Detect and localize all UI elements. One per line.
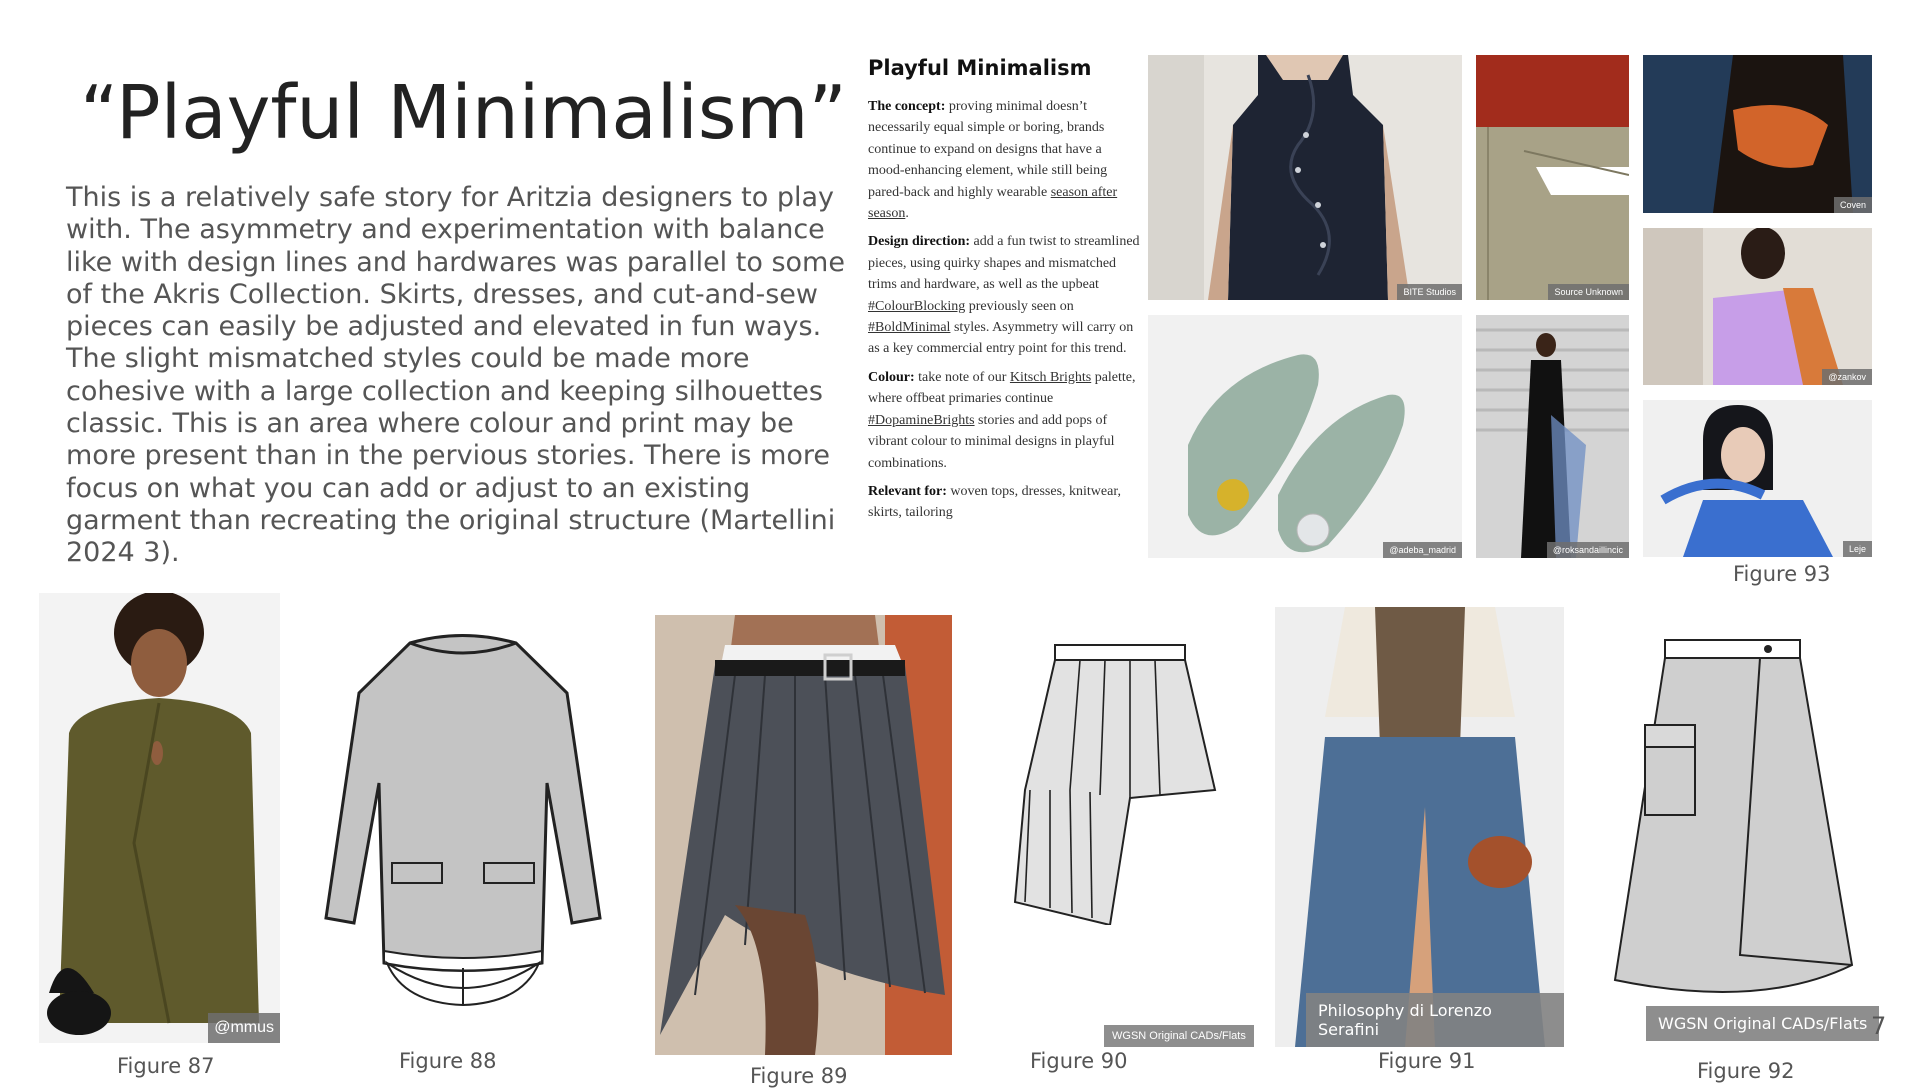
photo-credit: @adeba_madrid (1383, 542, 1462, 558)
black-dress-illustration (1476, 315, 1629, 558)
body-line: garment than recreating the original structure (Martellini (66, 504, 836, 536)
figure-88-caption: Figure 88 (399, 1049, 497, 1073)
panel-title: Playful Minimalism (868, 56, 1092, 80)
lilac-top-illustration (1643, 228, 1872, 385)
colour-text: stories and add pops of vibrant colour to minimal designs in playful combinations. (868, 412, 1115, 471)
grey-skirt-illustration (655, 615, 952, 1055)
slide-title: “Playful Minimalism” (80, 70, 847, 156)
kitsch-brights-link[interactable]: Kitsch Brights (1009, 369, 1092, 385)
body-line: classic. This is an area where colour and print may be (66, 408, 794, 440)
orange-top-illustration (1643, 55, 1872, 213)
photo-credit: Source Unknown (1548, 284, 1629, 300)
relevant-label: Relevant for: (868, 483, 947, 499)
khaki-pocket-illustration (1476, 55, 1629, 300)
figure-87-caption: Figure 87 (117, 1054, 215, 1078)
cad-wrap-skirt-flat (1610, 635, 1855, 1015)
body-line: 2024 3). (66, 537, 180, 569)
photo-credit: @mmus (208, 1013, 280, 1043)
body-line: with. The asymmetry and experimentation with balance (66, 214, 825, 246)
photo-coven (1643, 55, 1872, 213)
direction-label: Design direction: (868, 234, 971, 250)
panel-text (868, 96, 1140, 531)
cad-dress-flat (322, 633, 604, 1008)
relevant-text: woven tops, dresses, knitwear, skirts, tailoring (868, 483, 1121, 521)
concept-link[interactable]: season after season (868, 184, 1118, 222)
boldminimal-link[interactable]: #BoldMinimal (868, 320, 951, 336)
colour-paragraph (868, 367, 1140, 474)
body-line: of the Akris Collection. Skirts, dresses, and cut-and-sew (66, 278, 818, 310)
pleated-skirt-illustration (1010, 640, 1220, 925)
photo-credit: WGSN Original CADs/Flats (1104, 1025, 1254, 1047)
photo-credit: BITE Studios (1397, 284, 1462, 300)
body-line: The slight mismatched styles could be made more (66, 343, 750, 375)
figure-89-caption: Figure 89 (750, 1064, 848, 1088)
sage-shoes-illustration (1148, 315, 1462, 558)
relevant-paragraph (868, 481, 1140, 524)
photo-roksanda (1476, 315, 1629, 558)
cobalt-top-illustration (1643, 400, 1872, 557)
photo-credit: WGSN Original CADs/Flats (1646, 1006, 1879, 1041)
colour-label: Colour: (868, 369, 915, 385)
photo-credit: Philosophy di Lorenzo Serafini (1306, 993, 1564, 1047)
photo-shoes (1148, 315, 1462, 558)
cad-pleated-skirt-flat (1010, 640, 1220, 925)
photo-credit: @roksandaillincic (1547, 542, 1629, 558)
photo-denim-skirt (1275, 607, 1564, 1047)
colour-text: palette, where offbeat primaries continue (868, 369, 1136, 407)
colour-text: take note of our (918, 369, 1007, 385)
direction-text: add a fun twist to streamlined pieces, using quirky shapes and mismatched trims and hardware, as well as the upbeat (868, 234, 1140, 293)
figure-90-caption: Figure 90 (1030, 1049, 1128, 1073)
photo-zankov (1643, 228, 1872, 385)
concept-label: The concept: (868, 99, 946, 114)
photo-navy-dress (1148, 55, 1462, 300)
slide-body (66, 182, 846, 570)
photo-credit: Coven (1834, 197, 1872, 213)
colourblocking-link[interactable]: #ColourBlocking (868, 298, 966, 314)
photo-leje (1643, 400, 1872, 557)
direction-text: previously seen on (968, 298, 1074, 314)
olive-blazer-illustration (39, 593, 280, 1043)
body-line: like with design lines and hardwares was parallel to some (66, 246, 845, 278)
wrap-skirt-illustration (1610, 635, 1855, 1015)
figure-91-caption: Figure 91 (1378, 1049, 1476, 1073)
page-number: 7 (1871, 1012, 1887, 1040)
body-line: cohesive with a large collection and keeping silhouettes (66, 375, 823, 407)
photo-credit: @zankov (1822, 369, 1872, 385)
photo-credit: Leje (1843, 541, 1872, 557)
direction-paragraph (868, 231, 1140, 359)
body-line: This is a relatively safe story for Aritzia designers to play (66, 182, 835, 213)
photo-grey-skirt (655, 615, 952, 1055)
dopamine-brights-link[interactable]: #DopamineBrights (868, 412, 975, 428)
photo-olive-blazer (39, 593, 280, 1043)
navy-dress-illustration (1148, 55, 1462, 300)
direction-text: styles. Asymmetry will carry on as a key commercial entry point for this trend. (868, 320, 1134, 357)
photo-khaki-pocket (1476, 55, 1629, 300)
concept-text: proving minimal doesn’t necessarily equal simple or boring, brands continue to expand on designs that have a mood-enhancing element, while still being pared-back and highly wearable (868, 99, 1108, 200)
body-line: focus on what you can add or adjust to an existing (66, 472, 751, 504)
body-line: pieces can easily be adjusted and elevated in fun ways. (66, 311, 822, 343)
denim-skirt-illustration (1275, 607, 1564, 1047)
figure-92-caption: Figure 92 (1697, 1059, 1795, 1083)
body-line: more present than in the pervious stories. There is more (66, 440, 831, 472)
figure-93-caption: Figure 93 (1733, 562, 1831, 586)
concept-paragraph: The concept: proving minimal doesn’t necessarily equal simple or boring, brands continue to expand on designs that have a mood-enhancing element, while still being pared-back and highly wearable season after season. (868, 99, 1118, 222)
dress-flat-illustration (322, 633, 604, 1008)
